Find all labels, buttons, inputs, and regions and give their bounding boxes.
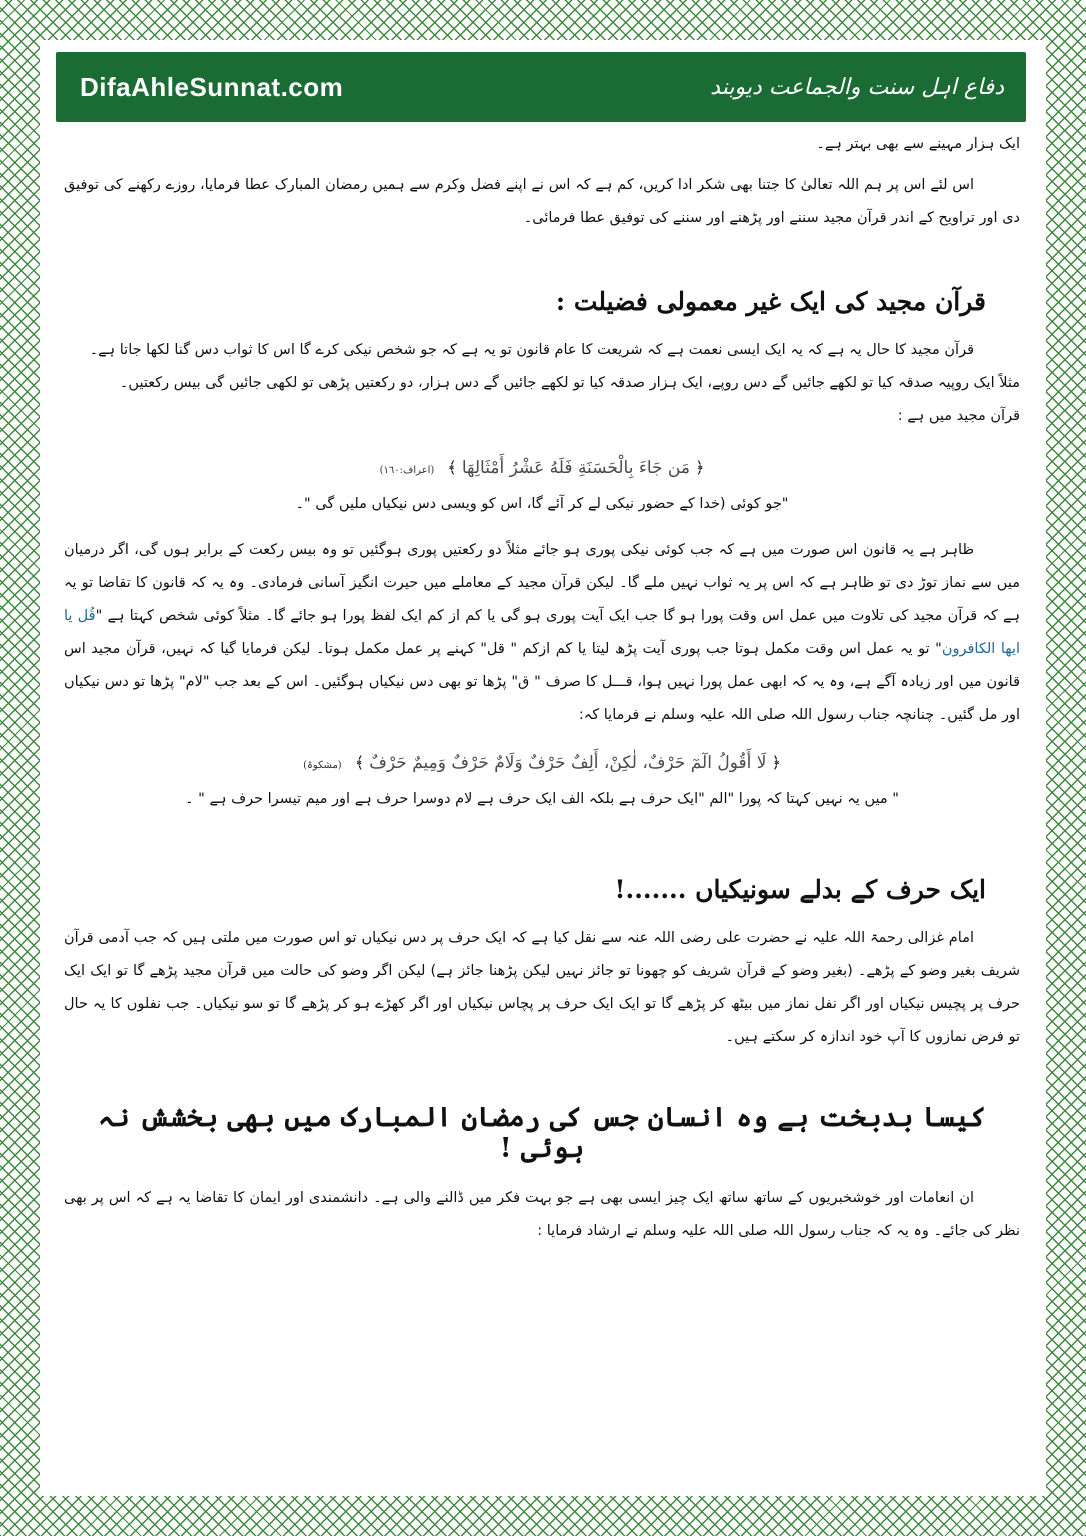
hadith-1: [64, 746, 1020, 783]
site-name: دفاع اہل سنت والجماعت دیوبند: [710, 74, 1004, 100]
heading-unfortunate-person: کیسا بدبخت ہے وہ انسان جس کی رمضان المبارک میں بھی بخشش نہ ہوئی !: [98, 1102, 986, 1164]
paragraph-4: مثلاً ایک روپیہ صدقہ کیا تو لکھے جائیں گے دس روپے، ایک ہزار صدقہ کیا تو لکھے جائیں گے دس ہزار، دو رکعتیں پڑھی تو لکھی جائیں گی بیس رکعتیں۔: [119, 375, 1020, 391]
site-header-banner: [56, 52, 1026, 122]
page: [40, 40, 1046, 1496]
ornate-bracket-close-icon: ﴾: [354, 753, 365, 772]
hadith-1-text: لَا أَقُولُ الٓمٓ حَرْفٌ، لٰكِنْ، أَلِفٌ حَرْفٌ وَلَامٌ حَرْفٌ وَمِيمٌ حَرْفٌ: [369, 753, 767, 773]
article-body: [64, 128, 1020, 1248]
paragraph-8: ان انعامات اور خوشخبریوں کے ساتھ ساتھ ایک چیز ایسی بھی ہے جو بہت فکر میں ڈالنے والی ہے۔ دانشمندی اور ایمان کا تقاضا یہ ہے کہ اس پر بھی نظر کی جائے۔ وہ یہ کہ جناب رسول اللہ صلی اللہ علیہ وسلم نے ارشاد فرمایا :: [64, 1190, 1020, 1239]
ayah-1: [64, 451, 1020, 488]
hadith-1-reference: (مشکوۃ): [303, 760, 342, 771]
paragraph-5: قرآن مجید میں ہے :: [897, 408, 1020, 424]
ornate-bracket-open-icon: ﴿: [771, 753, 781, 772]
ayah-1-text: مَن جَاءَ بِالْحَسَنَةِ فَلَهُ عَشْرُ أَمْثَالِهَا: [461, 458, 690, 478]
ornate-bracket-open-icon: ﴿: [695, 458, 705, 477]
highlight-surah-kafiroon: قُل یا ایھا الکافرون: [64, 608, 1021, 657]
paragraph-1: ایک ہزار مہینے سے بھی بہتر ہے۔: [816, 136, 1020, 152]
ayah-1-reference: (اعراف:١٦٠): [379, 465, 435, 476]
translation-1: "جو کوئی (خدا کے حضور نیکی لے کر آئے گا، اس کو ویسی دس نیکیاں ملیں گی "۔: [295, 496, 789, 512]
paragraph-6: [64, 534, 1020, 732]
paragraph-6-part-a: ظاہر ہے یہ قانون اس صورت میں ہے کہ جب کوئی نیکی پوری ہو جائے مثلاً دو رکعتیں پوری ہوگئیں تو وہ بیس رکعت کے برابر ہوں گی، اگر درمیان میں سے نماز توڑ دی تو ظاہر ہے کہ اس پر یہ ثواب نہیں ملے گا۔ لیکن قرآن مجید کے معاملے میں حیرت انگیز آسانی فرمادی۔ وہ یہ کہ قانون کا تقاضا تو یہ ہے کہ قرآن مجید کی تلاوت میں عمل اس وقت پورا ہو گا جب ایک آیت پوری ہو گی یا کم از کم ایک لفظ پورا ہو جائے گا۔ مثلاً کوئی شخص کہتا ہے ": [64, 542, 1021, 624]
paragraph-7: امام غزالی رحمۃ اللہ علیہ نے حضرت علی رضی اللہ عنہ سے نقل کیا ہے کہ ایک حرف پر دس نیکیاں تو اس صورت میں ملتی ہیں کہ جب آدمی قرآن شریف بغیر وضو کے پڑھے۔ (بغیر وضو کے قرآن شریف کو چھونا تو جائز نہیں لیکن پڑھنا جائز ہے) لیکن اگر وضو کی حالت میں قرآن مجید پڑھے گا تو ایک ایک حرف پر پچیس نیکیاں اور اگر نفل نماز میں بیٹھ کر پڑھے گا تو ایک ایک حرف پر پچاس نیکیاں اور اگر کھڑے ہو کر پڑھے گا تو سو نیکیاں۔ جب نفلوں کا یہ حال تو فرض نمازوں کا آپ خود اندازہ کر سکتے ہیں۔: [64, 930, 1020, 1045]
translation-2: " میں یہ نہیں کہتا کہ پورا "الم "ایک حرف ہے بلکہ الف ایک حرف ہے لام دوسرا حرف ہے اور میم تیسرا حرف ہے " ۔: [185, 791, 899, 807]
heading-hundred-virtues: ایک حرف کے بدلے سونیکیاں .......!: [614, 875, 986, 904]
paragraph-2: اس لئے اس پر ہم اللہ تعالیٰ کا جتنا بھی شکر ادا کریں، کم ہے کہ اس نے اپنے فضل وکرم سے ہمیں رمضان المبارک عطا فرمایا، روزے رکھنے کی توفیق دی اور تراویح کے اندر قرآن مجید سننے اور پڑھنے اور سننے کی توفیق عطا فرمائی۔: [64, 177, 1020, 226]
heading-quran-virtue: قرآن مجید کی ایک غیر معمولی فضیلت :: [555, 287, 986, 316]
paragraph-6-part-b: " تو یہ عمل اس وقت مکمل ہوتا جب پوری آیت پڑھ لیتا یا کم ازکم " قل" کہنے پر عمل مکمل ہوتا۔ لیکن فرمایا گیا کہ نہیں، قرآن مجید اس قانون میں اور زیادہ آگے ہے، وہ یہ کہ ابھی عمل پورا نہیں ہوا، قـــل کا صرف " ق" پڑھا تو بھی دس نیکیاں ہوگئیں۔ اس کے بعد جب "لام" پڑھا تو دس نیکیاں اور مل گئیں۔ چنانچہ جناب رسول اللہ صلی اللہ علیہ وسلم نے فرمایا کہ:: [64, 641, 1020, 723]
ornate-bracket-close-icon: ﴾: [447, 458, 457, 477]
paragraph-3: قرآن مجید کا حال یہ ہے کہ یہ ایک ایسی نعمت ہے کہ شریعت کا عام قانون تو یہ ہے کہ جو شخص نیکی کرے گا اس کا ثواب دس گنا لکھا جاتا ہے۔: [89, 342, 974, 358]
site-url[interactable]: DifaAhleSunnat.com: [80, 71, 344, 102]
